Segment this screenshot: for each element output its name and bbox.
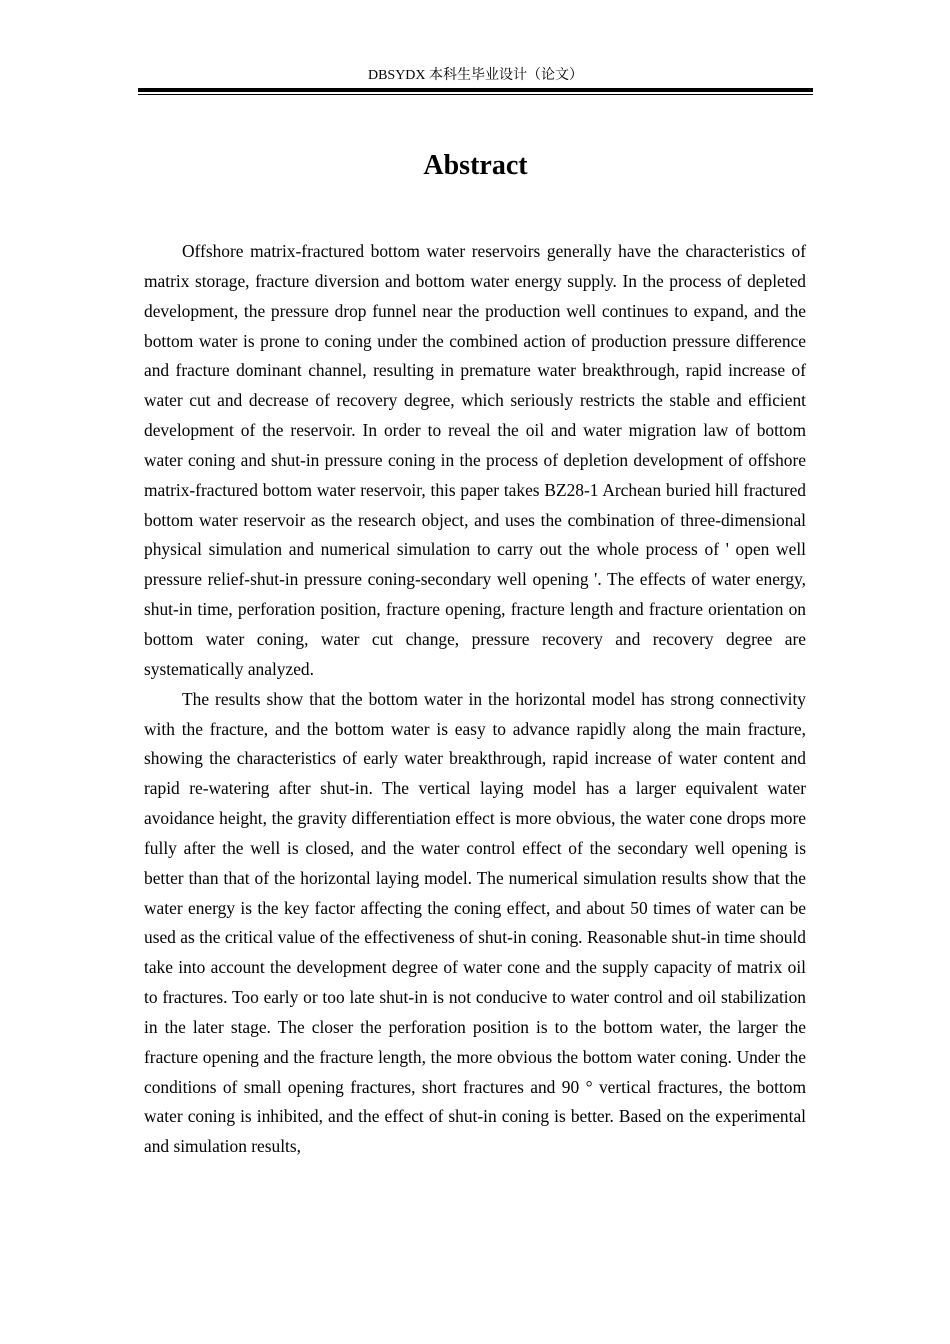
abstract-paragraph-1: Offshore matrix-fractured bottom water reservoirs generally have the characteristics of matrix storage, fracture diversion and bottom water energy supply. In the process of depleted development, the pressure drop funnel near the production well continues to expand, and the bottom water is prone to coning under the combined action of production pressure difference and fracture dominant channel, resulting in premature water breakthrough, rapid increase of water cut and decrease of recovery degree, which seriously restricts the stable and efficient development of the reservoir. In order to reveal the oil and water migration law of bottom water coning and shut-in pressure coning in the process of depletion development of offshore matrix-fractured bottom water reservoir, this paper takes BZ28-1 Archean buried hill fractured bottom water reservoir as the research object, and uses the combination of three-dimensional physical simulation and numerical simulation to carry out the whole process of ' open well pressure relief-shut-in pressure coning-secondary well opening '. The effects of water energy, shut-in time, perforation position, fracture opening, fracture length and fracture orientation on bottom water coning, water cut change, pressure recovery and recovery degree are systematically analyzed. xyxy=(144,241,806,679)
page-title: Abstract xyxy=(423,150,528,181)
header-rule xyxy=(138,88,813,95)
running-header: DBSYDX 本科生毕业设计（论文） xyxy=(367,68,584,83)
abstract-body xyxy=(144,237,806,1162)
abstract-paragraph-2: The results show that the bottom water in the horizontal model has strong connectivity with the fracture, and the bottom water is easy to advance rapidly along the main fracture, showing the characteristics of early water breakthrough, rapid increase of water content and rapid re-watering after shut-in. The vertical laying model has a larger equivalent water avoidance height, the gravity differentiation effect is more obvious, the water cone drops more fully after the well is closed, and the water control effect of the secondary well opening is better than that of the horizontal laying model. The numerical simulation results show that the water energy is the key factor affecting the coning effect, and about 50 times of water can be used as the critical value of the effectiveness of shut-in coning. Reasonable shut-in time should take into account the development degree of water cone and the supply capacity of matrix oil to fractures. Too early or too late shut-in is not conducive to water control and oil stabilization in the later stage. The closer the perforation position is to the bottom water, the larger the fracture opening and the fracture length, the more obvious the bottom water coning. Under the conditions of small opening fractures, short fractures and 90 ° vertical fractures, the bottom water coning is inhibited, and the effect of shut-in coning is better. Based on the experimental and simulation results, xyxy=(144,688,806,1157)
